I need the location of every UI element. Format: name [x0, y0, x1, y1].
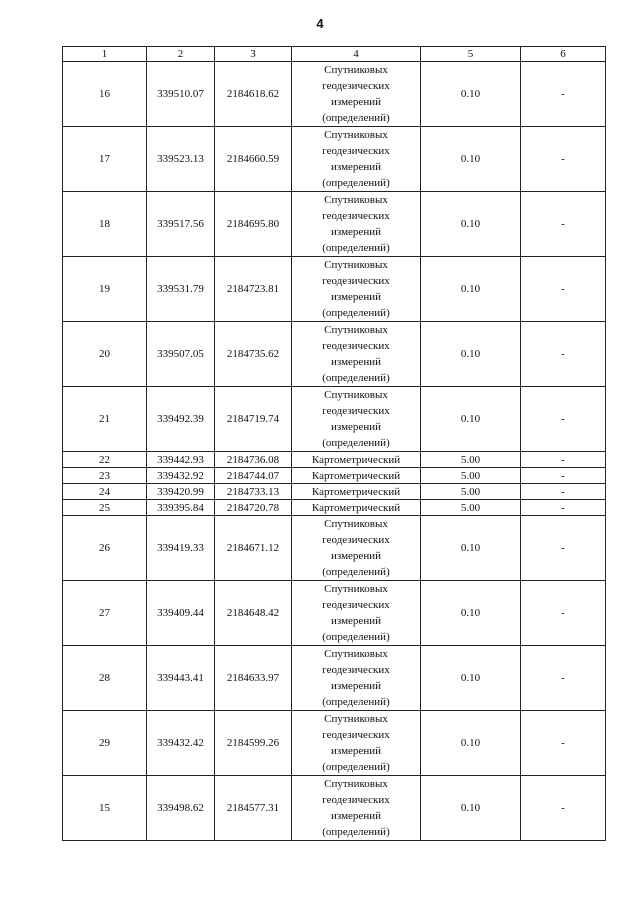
y-coordinate-cell: 2184618.62	[215, 62, 292, 127]
x-coordinate-cell: 339432.42	[147, 711, 215, 776]
method-line: измерений	[331, 421, 381, 433]
method-line: (определений)	[322, 112, 390, 124]
point-number-cell: 18	[63, 192, 147, 257]
table-row	[63, 322, 606, 387]
note-cell: -	[521, 776, 606, 841]
x-coordinate-cell: 339517.56	[147, 192, 215, 257]
y-coordinate-cell: 2184744.07	[215, 468, 292, 484]
x-coordinate-cell: 339492.39	[147, 387, 215, 452]
method-line: Спутниковых	[324, 64, 388, 76]
method-line: (определений)	[322, 437, 390, 449]
method-cell	[292, 581, 421, 646]
accuracy-cell: 5.00	[421, 484, 521, 500]
column-header: 5	[421, 47, 521, 62]
point-number-cell: 22	[63, 452, 147, 468]
method-cell	[292, 776, 421, 841]
table-row	[63, 257, 606, 322]
method-cell	[292, 62, 421, 127]
method-line: Спутниковых	[324, 194, 388, 206]
point-number-cell: 15	[63, 776, 147, 841]
table-row	[63, 452, 606, 468]
x-coordinate-cell: 339523.13	[147, 127, 215, 192]
method-line: измерений	[331, 96, 381, 108]
method-line: Спутниковых	[324, 259, 388, 271]
method-line: Картометрический	[311, 501, 401, 514]
table-row	[63, 387, 606, 452]
method-cell	[292, 387, 421, 452]
table-body	[63, 62, 606, 841]
y-coordinate-cell: 2184633.97	[215, 646, 292, 711]
method-line: Картометрический	[311, 453, 401, 466]
table-row	[63, 127, 606, 192]
method-line: (определений)	[322, 242, 390, 254]
table-row	[63, 500, 606, 516]
table-row	[63, 62, 606, 127]
y-coordinate-cell: 2184695.80	[215, 192, 292, 257]
method-line: Картометрический	[311, 485, 401, 498]
x-coordinate-cell: 339443.41	[147, 646, 215, 711]
method-cell	[292, 484, 421, 500]
y-coordinate-cell: 2184736.08	[215, 452, 292, 468]
method-line: измерений	[331, 745, 381, 757]
accuracy-cell: 0.10	[421, 581, 521, 646]
table-row	[63, 516, 606, 581]
note-cell: -	[521, 257, 606, 322]
accuracy-cell: 0.10	[421, 646, 521, 711]
x-coordinate-cell: 339498.62	[147, 776, 215, 841]
method-line: измерений	[331, 680, 381, 692]
x-coordinate-cell: 339432.92	[147, 468, 215, 484]
method-cell	[292, 646, 421, 711]
accuracy-cell: 0.10	[421, 192, 521, 257]
column-header: 2	[147, 47, 215, 62]
x-coordinate-cell: 339409.44	[147, 581, 215, 646]
y-coordinate-cell: 2184735.62	[215, 322, 292, 387]
method-line: Спутниковых	[324, 129, 388, 141]
y-coordinate-cell: 2184723.81	[215, 257, 292, 322]
point-number-cell: 28	[63, 646, 147, 711]
table-row	[63, 711, 606, 776]
method-line: Спутниковых	[324, 583, 388, 595]
method-line: измерений	[331, 615, 381, 627]
table-header-row	[63, 47, 606, 62]
y-coordinate-cell: 2184599.26	[215, 711, 292, 776]
method-line: геодезических	[322, 794, 390, 806]
method-line: геодезических	[322, 145, 390, 157]
accuracy-cell: 0.10	[421, 387, 521, 452]
point-number-cell: 27	[63, 581, 147, 646]
method-line: (определений)	[322, 372, 390, 384]
note-cell: -	[521, 581, 606, 646]
y-coordinate-cell: 2184720.78	[215, 500, 292, 516]
method-cell	[292, 468, 421, 484]
method-cell	[292, 711, 421, 776]
table-row	[63, 581, 606, 646]
method-line: измерений	[331, 356, 381, 368]
y-coordinate-cell: 2184648.42	[215, 581, 292, 646]
accuracy-cell: 5.00	[421, 452, 521, 468]
coordinates-table	[62, 46, 606, 841]
column-header: 6	[521, 47, 606, 62]
accuracy-cell: 0.10	[421, 776, 521, 841]
method-line: (определений)	[322, 177, 390, 189]
method-line: Спутниковых	[324, 713, 388, 725]
point-number-cell: 19	[63, 257, 147, 322]
note-cell: -	[521, 468, 606, 484]
method-line: геодезических	[322, 599, 390, 611]
method-line: (определений)	[322, 307, 390, 319]
method-line: Спутниковых	[324, 324, 388, 336]
table-row	[63, 646, 606, 711]
note-cell: -	[521, 646, 606, 711]
method-line: геодезических	[322, 405, 390, 417]
accuracy-cell: 0.10	[421, 711, 521, 776]
accuracy-cell: 5.00	[421, 468, 521, 484]
note-cell: -	[521, 500, 606, 516]
method-line: Спутниковых	[324, 518, 388, 530]
method-line: Картометрический	[311, 469, 401, 482]
note-cell: -	[521, 484, 606, 500]
accuracy-cell: 5.00	[421, 500, 521, 516]
point-number-cell: 26	[63, 516, 147, 581]
method-line: (определений)	[322, 826, 390, 838]
x-coordinate-cell: 339442.93	[147, 452, 215, 468]
method-line: геодезических	[322, 340, 390, 352]
accuracy-cell: 0.10	[421, 322, 521, 387]
page-number: 4	[316, 16, 324, 31]
column-header: 1	[63, 47, 147, 62]
method-cell	[292, 500, 421, 516]
y-coordinate-cell: 2184719.74	[215, 387, 292, 452]
method-cell	[292, 257, 421, 322]
accuracy-cell: 0.10	[421, 127, 521, 192]
y-coordinate-cell: 2184733.13	[215, 484, 292, 500]
x-coordinate-cell: 339395.84	[147, 500, 215, 516]
note-cell: -	[521, 322, 606, 387]
method-line: геодезических	[322, 80, 390, 92]
table-row	[63, 776, 606, 841]
x-coordinate-cell: 339531.79	[147, 257, 215, 322]
note-cell: -	[521, 62, 606, 127]
point-number-cell: 25	[63, 500, 147, 516]
point-number-cell: 16	[63, 62, 147, 127]
method-cell	[292, 127, 421, 192]
y-coordinate-cell: 2184671.12	[215, 516, 292, 581]
method-line: геодезических	[322, 664, 390, 676]
method-line: измерений	[331, 291, 381, 303]
note-cell: -	[521, 192, 606, 257]
method-line: Спутниковых	[324, 389, 388, 401]
method-line: измерений	[331, 810, 381, 822]
point-number-cell: 21	[63, 387, 147, 452]
method-line: геодезических	[322, 210, 390, 222]
note-cell: -	[521, 387, 606, 452]
point-number-cell: 17	[63, 127, 147, 192]
method-line: геодезических	[322, 729, 390, 741]
method-line: геодезических	[322, 534, 390, 546]
note-cell: -	[521, 711, 606, 776]
y-coordinate-cell: 2184660.59	[215, 127, 292, 192]
method-line: измерений	[331, 550, 381, 562]
y-coordinate-cell: 2184577.31	[215, 776, 292, 841]
method-cell	[292, 322, 421, 387]
accuracy-cell: 0.10	[421, 62, 521, 127]
method-cell	[292, 516, 421, 581]
point-number-cell: 23	[63, 468, 147, 484]
table-row	[63, 192, 606, 257]
point-number-cell: 20	[63, 322, 147, 387]
method-cell	[292, 192, 421, 257]
method-line: Спутниковых	[324, 778, 388, 790]
method-line: измерений	[331, 161, 381, 173]
column-header: 3	[215, 47, 292, 62]
x-coordinate-cell: 339419.33	[147, 516, 215, 581]
x-coordinate-cell: 339507.05	[147, 322, 215, 387]
method-line: (определений)	[322, 696, 390, 708]
accuracy-cell: 0.10	[421, 516, 521, 581]
note-cell: -	[521, 516, 606, 581]
x-coordinate-cell: 339510.07	[147, 62, 215, 127]
accuracy-cell: 0.10	[421, 257, 521, 322]
column-header: 4	[292, 47, 421, 62]
table-row	[63, 468, 606, 484]
note-cell: -	[521, 452, 606, 468]
note-cell: -	[521, 127, 606, 192]
method-line: измерений	[331, 226, 381, 238]
table-row	[63, 484, 606, 500]
method-line: (определений)	[322, 631, 390, 643]
x-coordinate-cell: 339420.99	[147, 484, 215, 500]
point-number-cell: 24	[63, 484, 147, 500]
method-line: (определений)	[322, 566, 390, 578]
method-cell	[292, 452, 421, 468]
method-line: Спутниковых	[324, 648, 388, 660]
point-number-cell: 29	[63, 711, 147, 776]
method-line: геодезических	[322, 275, 390, 287]
method-line: (определений)	[322, 761, 390, 773]
